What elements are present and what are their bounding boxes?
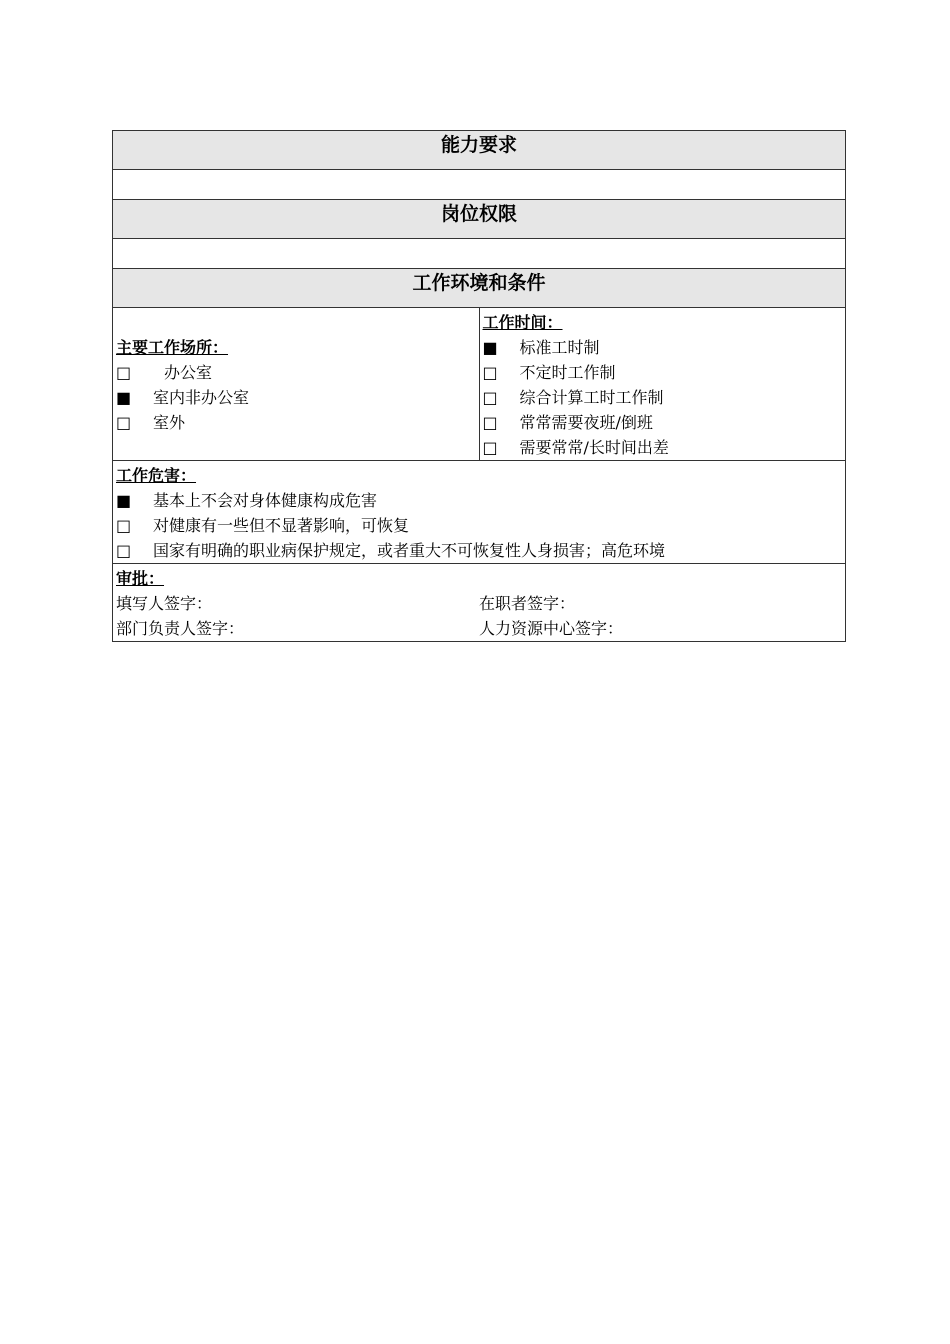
hazard-option-label: 基本上不会对身体健康构成危害 <box>153 491 378 510</box>
worktime-option <box>483 335 843 360</box>
hazard-option <box>116 513 842 538</box>
form-table <box>112 130 846 642</box>
checkbox-icon: □ <box>116 413 132 432</box>
hazard-option-label: 国家有明确的职业病保护规定，或者重大不可恢复性人身损害；高危环境 <box>153 541 666 560</box>
worktime-option-label: 需要常常/长时间出差 <box>519 438 669 457</box>
hazard-option <box>116 488 842 513</box>
worktime-option <box>483 385 843 410</box>
section-environment-header: 工作环境和条件 <box>113 269 846 308</box>
hazard-cell <box>113 461 846 564</box>
filler-signature-label: 填写人签字： <box>116 594 213 613</box>
approval-row <box>116 591 842 616</box>
workplace-option-label: 室内非办公室 <box>153 388 250 407</box>
worktime-option-label: 标准工时制 <box>519 338 600 357</box>
workplace-option <box>116 385 476 410</box>
approval-heading: 审批： <box>116 569 165 588</box>
dept-head-signature-label: 部门负责人签字： <box>116 619 245 638</box>
worktime-option <box>483 360 843 385</box>
hazard-option-label: 对健康有一些但不显著影响，可恢复 <box>153 516 410 535</box>
worktime-cell <box>479 308 846 461</box>
hazard-heading: 工作危害： <box>116 466 197 485</box>
workplace-cell <box>113 308 480 461</box>
section-authority-header: 岗位权限 <box>113 200 846 239</box>
checkbox-icon: □ <box>116 516 132 535</box>
workplace-heading: 主要工作场所： <box>116 338 229 357</box>
checkbox-icon: □ <box>482 388 498 407</box>
checkbox-icon: ■ <box>482 338 498 357</box>
workplace-option-label: 室外 <box>153 413 186 432</box>
checkbox-icon: ■ <box>116 388 132 407</box>
worktime-option-label: 常常需要夜班/倒班 <box>519 413 653 432</box>
incumbent-signature-label: 在职者签字： <box>479 594 576 613</box>
ability-content <box>113 170 846 200</box>
worktime-option-label: 不定时工作制 <box>519 363 616 382</box>
checkbox-icon: □ <box>482 413 498 432</box>
job-description-form <box>112 130 846 642</box>
hazard-option <box>116 538 842 563</box>
worktime-option <box>483 410 843 435</box>
checkbox-icon: □ <box>116 541 132 560</box>
checkbox-icon: □ <box>116 363 132 382</box>
workplace-option-label: 办公室 <box>164 363 213 382</box>
checkbox-icon: ■ <box>116 491 132 510</box>
checkbox-icon: □ <box>482 363 498 382</box>
approval-row <box>116 616 842 641</box>
hr-signature-label: 人力资源中心签字： <box>479 619 624 638</box>
workplace-option <box>116 360 476 385</box>
worktime-heading: 工作时间： <box>482 313 563 332</box>
worktime-option <box>483 435 843 460</box>
workplace-option <box>116 410 476 435</box>
section-ability-header: 能力要求 <box>113 131 846 170</box>
authority-content <box>113 239 846 269</box>
checkbox-icon: □ <box>482 438 498 457</box>
approval-cell <box>113 564 846 642</box>
worktime-option-label: 综合计算工时工作制 <box>519 388 664 407</box>
